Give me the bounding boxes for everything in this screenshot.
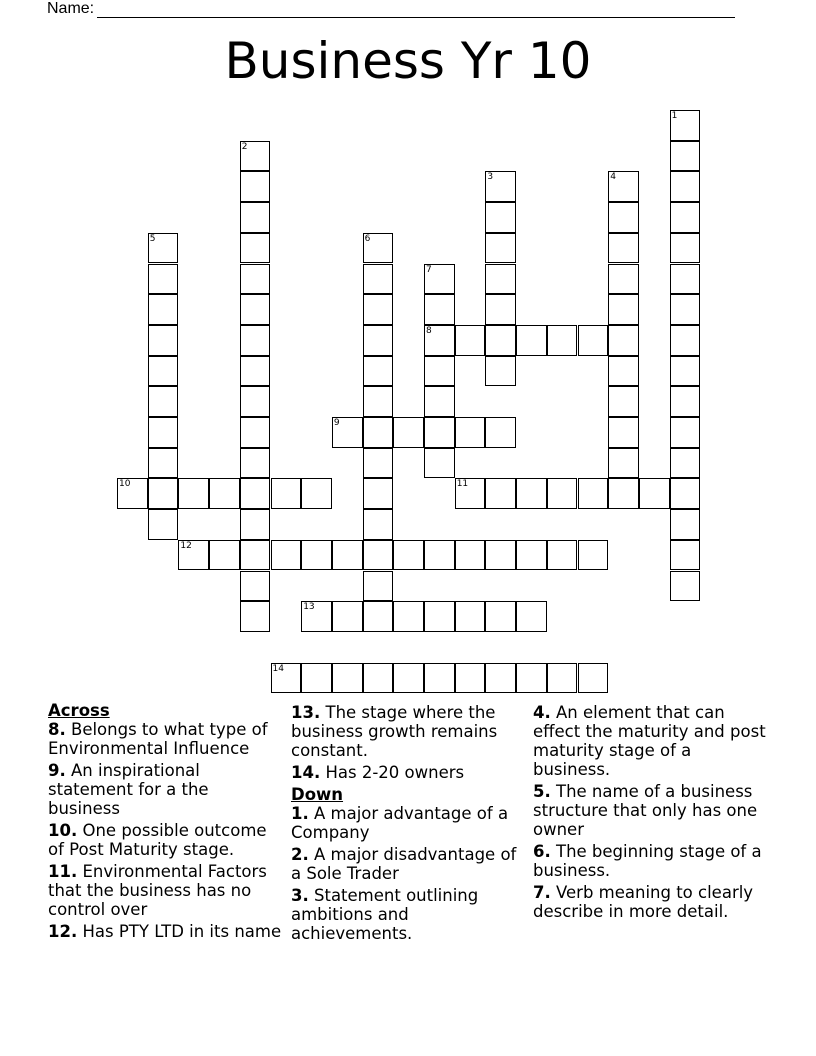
grid-cell[interactable] — [485, 478, 516, 509]
grid-cell[interactable] — [485, 356, 516, 387]
grid-cell[interactable] — [240, 325, 271, 356]
grid-cell[interactable] — [516, 478, 547, 509]
grid-cell[interactable] — [516, 540, 547, 571]
grid-cell[interactable] — [608, 202, 639, 233]
clue-item — [48, 821, 284, 859]
clue-item-text: Verb meaning to clearly describe in more detail. — [533, 883, 754, 921]
grid-cell[interactable] — [148, 294, 179, 325]
clue-item — [291, 703, 527, 760]
grid-cell[interactable] — [424, 601, 455, 632]
name-field[interactable] — [47, 0, 735, 18]
clue-item — [533, 883, 769, 921]
grid-cell[interactable] — [363, 509, 394, 540]
grid-cell[interactable] — [608, 264, 639, 295]
clue-item — [533, 782, 769, 839]
grid-cell[interactable] — [670, 171, 701, 202]
grid-cell[interactable] — [393, 601, 424, 632]
grid-cell[interactable] — [240, 171, 271, 202]
grid-cell[interactable] — [240, 233, 271, 264]
grid-cell[interactable] — [393, 540, 424, 571]
grid-cell[interactable] — [240, 478, 271, 509]
clue-column-1 — [48, 701, 284, 944]
grid-cell[interactable] — [363, 356, 394, 387]
name-label: Name: — [47, 0, 95, 17]
clue-number: 2 — [241, 141, 248, 152]
grid-cell[interactable] — [670, 202, 701, 233]
clue-item-number: 2. — [291, 845, 309, 864]
clue-item-text: Has 2-20 owners — [325, 763, 465, 782]
clue-item — [533, 703, 769, 779]
grid-cell[interactable] — [578, 478, 609, 509]
grid-cell[interactable] — [424, 540, 455, 571]
grid-cell[interactable] — [516, 325, 547, 356]
puzzle-title: Business Yr 10 — [224, 32, 592, 90]
grid-cell[interactable] — [670, 233, 701, 264]
grid-cell[interactable] — [424, 294, 455, 325]
grid-cell[interactable] — [301, 540, 332, 571]
grid-cell[interactable] — [240, 202, 271, 233]
grid-cell[interactable] — [608, 448, 639, 479]
grid-cell[interactable] — [485, 417, 516, 448]
grid-cell[interactable] — [332, 663, 363, 694]
grid-cell[interactable] — [363, 448, 394, 479]
grid-cell[interactable] — [639, 478, 670, 509]
clue-item-number: 4. — [533, 703, 551, 722]
clue-item-number: 1. — [291, 804, 309, 823]
grid-cell[interactable] — [363, 325, 394, 356]
grid-cell[interactable] — [485, 601, 516, 632]
clue-item-number: 14. — [291, 763, 321, 782]
grid-cell[interactable] — [608, 356, 639, 387]
grid-cell[interactable] — [485, 202, 516, 233]
clue-item-text: Has PTY LTD in its name — [82, 922, 282, 941]
clue-item-text: Statement outlining ambitions and achievements. — [291, 886, 479, 943]
grid-cell[interactable] — [240, 601, 271, 632]
grid-cell[interactable] — [547, 325, 578, 356]
grid-cell[interactable] — [608, 478, 639, 509]
grid-cell[interactable] — [240, 356, 271, 387]
grid-cell[interactable] — [240, 294, 271, 325]
clue-number: 12 — [180, 540, 192, 551]
clue-item-text: The name of a business structure that only has one owner — [533, 782, 758, 839]
grid-cell[interactable] — [670, 264, 701, 295]
grid-cell[interactable] — [332, 601, 363, 632]
clue-item — [48, 761, 284, 818]
grid-cell[interactable] — [424, 663, 455, 694]
grid-cell[interactable] — [485, 294, 516, 325]
grid-cell[interactable] — [485, 233, 516, 264]
grid-cell[interactable] — [301, 663, 332, 694]
grid-cell[interactable] — [516, 663, 547, 694]
grid-cell[interactable] — [608, 233, 639, 264]
grid-cell[interactable] — [455, 540, 486, 571]
clue-item-text: The stage where the business growth remains constant. — [291, 703, 498, 760]
clue-item-number: 7. — [533, 883, 551, 902]
grid-cell[interactable] — [209, 478, 240, 509]
grid-cell[interactable] — [547, 478, 578, 509]
clue-number: 9 — [333, 418, 340, 428]
grid-cell[interactable] — [240, 448, 271, 479]
grid-cell[interactable] — [301, 478, 332, 509]
across-heading: Across — [48, 701, 110, 720]
grid-cell[interactable] — [424, 417, 455, 448]
grid-cell[interactable] — [240, 264, 271, 295]
grid-cell[interactable] — [670, 571, 701, 602]
grid-cell[interactable] — [670, 448, 701, 479]
grid-cell[interactable] — [485, 325, 516, 356]
clue-number: 4 — [610, 172, 616, 183]
grid-cell[interactable] — [271, 540, 302, 571]
clue-item — [533, 842, 769, 880]
clue-number: 6 — [364, 233, 371, 244]
clue-number: 11 — [456, 479, 469, 490]
grid-cell[interactable] — [578, 540, 609, 571]
clue-item-text: A major disadvantage of a Sole Trader — [291, 845, 517, 883]
grid-cell[interactable] — [271, 478, 302, 509]
grid-cell[interactable] — [670, 294, 701, 325]
grid-cell[interactable] — [455, 663, 486, 694]
clue-item — [291, 886, 527, 943]
clue-item-number: 10. — [48, 821, 78, 840]
grid-cell[interactable] — [670, 417, 701, 448]
grid-cell[interactable] — [485, 540, 516, 571]
clue-number: 7 — [426, 264, 432, 275]
grid-cell[interactable] — [670, 478, 701, 509]
clue-number: 14 — [272, 663, 284, 674]
grid-cell[interactable] — [547, 540, 578, 571]
grid-cell[interactable] — [670, 509, 701, 540]
grid-cell[interactable] — [363, 601, 394, 632]
clue-number: 1 — [671, 111, 678, 121]
grid-cell[interactable] — [363, 264, 394, 295]
clue-item-number: 8. — [48, 720, 66, 739]
clue-item-number: 13. — [291, 703, 321, 722]
clue-item-text: An inspirational statement for a the business — [48, 761, 209, 818]
name-underline — [97, 3, 735, 18]
clue-item — [48, 862, 284, 919]
grid-cell[interactable] — [363, 663, 394, 694]
grid-cell[interactable] — [148, 509, 179, 540]
clue-item-text: One possible outcome of Post Maturity stage. — [48, 821, 267, 859]
grid-cell[interactable] — [455, 325, 486, 356]
grid-cell[interactable] — [148, 478, 179, 509]
grid-cell[interactable] — [670, 386, 701, 417]
grid-cell[interactable] — [240, 571, 271, 602]
grid-cell[interactable] — [363, 571, 394, 602]
grid-cell[interactable] — [332, 540, 363, 571]
clue-item-text: Environmental Factors that the business has no control over — [48, 862, 267, 919]
grid-cell[interactable] — [240, 386, 271, 417]
clue-item-text: Belongs to what type of Environmental Influence — [48, 720, 268, 758]
grid-cell[interactable] — [148, 264, 179, 295]
grid-cell[interactable] — [455, 601, 486, 632]
grid-cell[interactable] — [393, 417, 424, 448]
grid-cell[interactable] — [240, 509, 271, 540]
clue-item-number: 3. — [291, 886, 309, 905]
grid-cell[interactable] — [363, 386, 394, 417]
clue-number: 13 — [303, 602, 315, 613]
grid-cell[interactable] — [363, 417, 394, 448]
clue-item-number: 6. — [533, 842, 551, 861]
clue-number: 5 — [149, 233, 156, 244]
clue-item — [48, 720, 284, 758]
grid-cell[interactable] — [608, 294, 639, 325]
down-heading: Down — [291, 785, 344, 804]
clue-column-2 — [291, 703, 527, 946]
clue-item-number: 12. — [48, 922, 78, 941]
grid-cell[interactable] — [455, 417, 486, 448]
grid-cell[interactable] — [363, 478, 394, 509]
grid-cell[interactable] — [670, 540, 701, 571]
grid-cell[interactable] — [240, 540, 271, 571]
clue-item-number: 9. — [48, 761, 66, 780]
grid-cell[interactable] — [148, 356, 179, 387]
grid-cell[interactable] — [547, 663, 578, 694]
grid-cell[interactable] — [608, 325, 639, 356]
grid-cell[interactable] — [363, 294, 394, 325]
grid-cell[interactable] — [178, 478, 209, 509]
grid-cell[interactable] — [240, 417, 271, 448]
clue-item-number: 11. — [48, 862, 78, 881]
grid-cell[interactable] — [578, 325, 609, 356]
clue-item-text: The beginning stage of a business. — [533, 842, 762, 880]
grid-cell[interactable] — [148, 417, 179, 448]
clue-item-text: A major advantage of a Company — [291, 804, 509, 842]
clue-column-3 — [533, 703, 769, 924]
grid-cell[interactable] — [578, 663, 609, 694]
clue-number: 3 — [487, 172, 494, 183]
clue-item — [291, 804, 527, 842]
grid-cell[interactable] — [209, 540, 240, 571]
grid-cell[interactable] — [608, 417, 639, 448]
grid-cell[interactable] — [393, 663, 424, 694]
clue-item — [291, 845, 527, 883]
grid-cell[interactable] — [424, 386, 455, 417]
grid-cell[interactable] — [148, 448, 179, 479]
grid-cell[interactable] — [485, 264, 516, 295]
grid-cell[interactable] — [424, 448, 455, 479]
clue-item — [291, 763, 527, 782]
clue-number: 8 — [426, 325, 432, 336]
grid-cell[interactable] — [148, 325, 179, 356]
grid-cell[interactable] — [670, 141, 701, 172]
clue-number: 10 — [119, 479, 131, 490]
grid-cell[interactable] — [670, 356, 701, 387]
grid-cell[interactable] — [148, 386, 179, 417]
clue-item-number: 5. — [533, 782, 551, 801]
grid-cell[interactable] — [516, 601, 547, 632]
clue-item-text: An element that can effect the maturity and post maturity stage of a business. — [533, 703, 766, 779]
grid-cell[interactable] — [608, 386, 639, 417]
grid-cell[interactable] — [424, 356, 455, 387]
grid-cell[interactable] — [670, 325, 701, 356]
clue-item — [48, 922, 284, 941]
grid-cell[interactable] — [485, 663, 516, 694]
grid-cell[interactable] — [363, 540, 394, 571]
